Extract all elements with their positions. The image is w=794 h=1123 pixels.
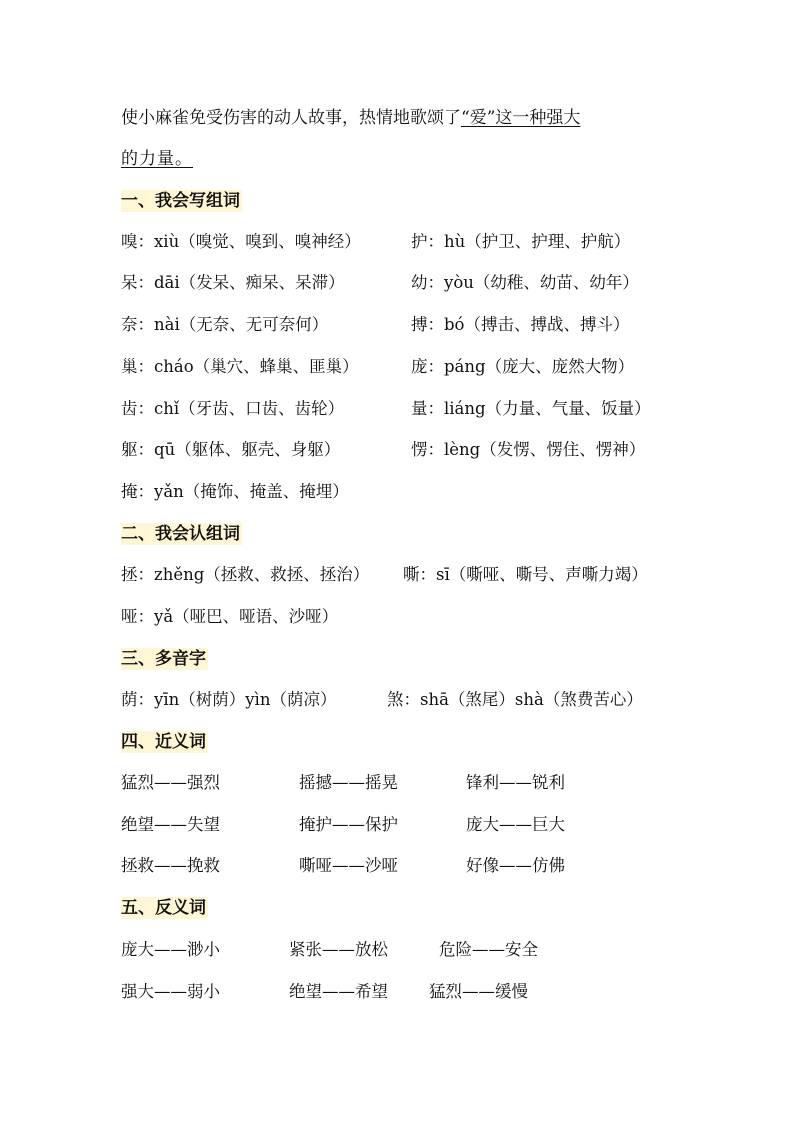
intro-text: 使小麻雀免受伤害的动人故事，热情地歌颂了 [121, 108, 461, 128]
word-entry: 嘶：sī（嘶哑、嘶号、声嘶力竭） [403, 565, 648, 584]
word-pair: 嘶哑——沙哑 [299, 856, 398, 875]
word-pair: 紧张——放松 [289, 940, 388, 959]
section-heading-polyphone: 三、多音字 [121, 649, 206, 669]
word-pair: 猛烈——强烈 [121, 773, 220, 792]
word-entry: 煞：shā（煞尾）shà（煞费苦心） [387, 690, 643, 709]
section-heading-write: 一、我会写组词 [121, 191, 240, 211]
section-heading-synonyms: 四、近义词 [121, 732, 206, 752]
intro-line-2 [121, 147, 193, 171]
word-pair: 好像——仿佛 [466, 856, 565, 875]
word-pair: 庞大——渺小 [121, 940, 220, 959]
word-entry: 奈：nài（无奈、无可奈何） [121, 315, 329, 334]
word-entry: 掩：yǎn（掩饰、掩盖、掩埋） [121, 482, 349, 501]
word-pair: 掩护——保护 [299, 815, 398, 834]
word-entry: 幼：yòu（幼稚、幼苗、幼年） [411, 273, 639, 292]
section-heading-antonyms: 五、反义词 [121, 898, 206, 918]
intro-underlined-text: “爱”这一种强大 [461, 108, 581, 128]
word-pair: 绝望——希望 [289, 982, 388, 1001]
section-heading-recognize: 二、我会认组词 [121, 524, 240, 544]
word-entry: 哑：yǎ（哑巴、哑语、沙哑） [121, 607, 339, 626]
word-entry: 嗅：xiù（嗅觉、嗅到、嗅神经） [121, 232, 361, 251]
word-entry: 量：liáng（力量、气量、饭量） [411, 399, 651, 418]
word-pair: 庞大——巨大 [466, 815, 565, 834]
word-entry: 荫：yīn（树荫）yìn（荫凉） [121, 690, 337, 709]
word-pair: 拯救——挽救 [121, 856, 220, 875]
word-entry: 巢：cháo（巢穴、蜂巢、匪巢） [121, 357, 359, 376]
word-entry: 庞：páng（庞大、庞然大物） [411, 357, 635, 376]
intro-underlined-text-2: 的力量。 [121, 149, 193, 169]
word-entry: 呆：dāi（发呆、痴呆、呆滞） [121, 273, 345, 292]
word-entry: 护：hù（护卫、护理、护航） [411, 232, 631, 251]
word-pair: 摇撼——摇晃 [299, 773, 398, 792]
word-entry: 愣：lèng（发愣、愣住、愣神） [411, 440, 646, 459]
word-pair: 危险——安全 [439, 940, 538, 959]
word-pair: 强大——弱小 [121, 982, 220, 1001]
word-pair: 绝望——失望 [121, 815, 220, 834]
word-pair: 锋利——锐利 [466, 773, 565, 792]
word-entry: 齿：chǐ（牙齿、口齿、齿轮） [121, 399, 345, 418]
intro-line-1 [121, 106, 580, 130]
word-pair: 猛烈——缓慢 [429, 982, 528, 1001]
word-entry: 拯：zhěng（拯救、救拯、拯治） [121, 565, 370, 584]
word-entry: 躯：qū（躯体、躯壳、身躯） [121, 440, 341, 459]
word-entry: 搏：bó（搏击、搏战、搏斗） [411, 315, 630, 334]
